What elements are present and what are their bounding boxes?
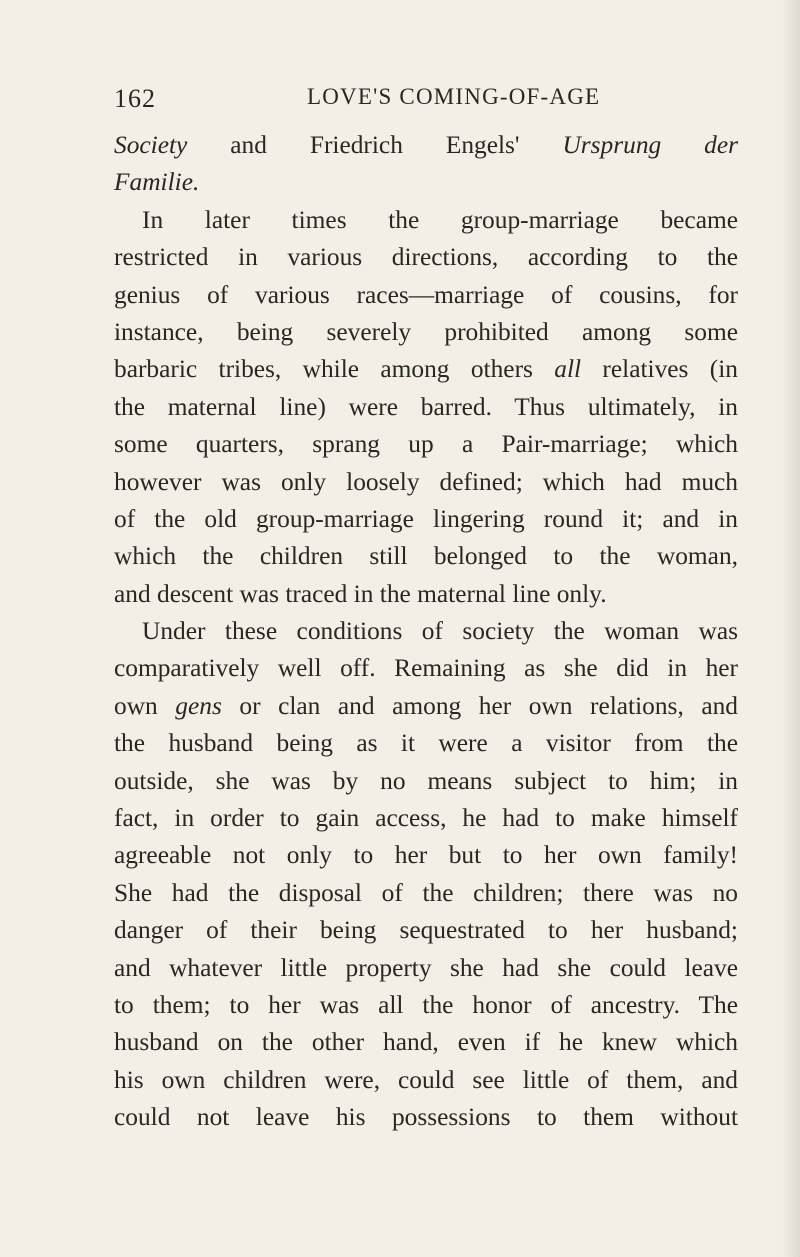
text-line — [114, 426, 738, 463]
text-run: fact, in order to gain access, he had to make himself — [114, 804, 738, 833]
text-line — [114, 800, 738, 837]
text-run: outside, she was by no means subject to him; in — [114, 766, 738, 795]
text-run: and descent was traced in the maternal line only. — [114, 579, 607, 608]
text-line — [114, 688, 738, 725]
text-line — [114, 613, 738, 650]
text-run: some quarters, sprang up a Pair-marriage; which — [114, 430, 738, 459]
text-line — [114, 987, 738, 1024]
text-line — [114, 538, 738, 575]
text-run: which the children still belonged to the woman, — [114, 542, 738, 571]
text-run: the husband being as it were a visitor from the — [114, 729, 738, 758]
text-line — [114, 576, 738, 613]
text-line — [114, 763, 738, 800]
body-text — [114, 127, 738, 1137]
text-run: relatives (in — [581, 355, 738, 384]
text-line — [114, 1099, 738, 1136]
italic-text: Society — [114, 131, 188, 159]
running-head: LOVE'S COMING-OF-AGE — [307, 84, 601, 109]
italic-text: all — [554, 355, 582, 384]
text-run: Under these conditions of society the woman was — [142, 617, 738, 646]
text-run: instance, being severely prohibited among some — [114, 317, 738, 346]
text-run: of the old group-marriage lingering round it; and in — [114, 504, 738, 533]
text-run: the maternal line) were barred. Thus ultimately, in — [114, 392, 738, 421]
text-line — [114, 314, 738, 351]
text-run: In later times the group-marriage became — [142, 205, 738, 234]
text-run: and whatever little property she had she could leave — [114, 953, 738, 982]
text-line — [114, 127, 738, 164]
text-run: agreeable not only to her but to her own family! — [114, 841, 738, 870]
page-number: 162 — [114, 84, 156, 113]
text-line — [114, 1062, 738, 1099]
text-run: however was only loosely defined; which had much — [114, 467, 738, 496]
text-run: own — [114, 691, 176, 720]
text-line — [114, 950, 738, 987]
text-run: could not leave his possessions to them without — [114, 1103, 738, 1132]
text-line — [114, 912, 738, 949]
text-run: his own children were, could see little of them, and — [114, 1065, 738, 1094]
italic-text: gens — [175, 691, 222, 720]
text-run: danger of their being sequestrated to her husband; — [114, 916, 738, 945]
text-run: barbaric tribes, while among others — [114, 355, 555, 384]
text-run: She had the disposal of the children; there was no — [114, 878, 738, 907]
text-line — [114, 1024, 738, 1061]
text-run: to them; to her was all the honor of ancestry. The — [114, 990, 738, 1019]
text-line — [114, 202, 738, 239]
text-line — [114, 464, 738, 501]
page-header — [114, 84, 748, 124]
page-edge-shadow — [782, 0, 800, 1257]
text-run: and Friedrich Engels' — [187, 131, 563, 159]
text-run: genius of various races—marriage of cousins, for — [114, 280, 738, 309]
italic-text: Ursprung der — [562, 131, 738, 159]
text-line — [114, 501, 738, 538]
text-line — [114, 389, 738, 426]
text-line — [114, 725, 738, 762]
text-run: comparatively well off. Remaining as she did in her — [114, 654, 738, 683]
text-run: restricted in various directions, according to the — [114, 243, 738, 272]
text-line — [114, 164, 738, 201]
text-line — [114, 277, 738, 314]
text-line — [114, 837, 738, 874]
text-run: or clan and among her own relations, and — [221, 691, 738, 720]
text-line — [114, 650, 738, 687]
text-line — [114, 351, 738, 388]
italic-text: Familie. — [114, 168, 200, 197]
text-line — [114, 875, 738, 912]
text-run: husband on the other hand, even if he knew which — [114, 1028, 738, 1057]
text-line — [114, 239, 738, 276]
